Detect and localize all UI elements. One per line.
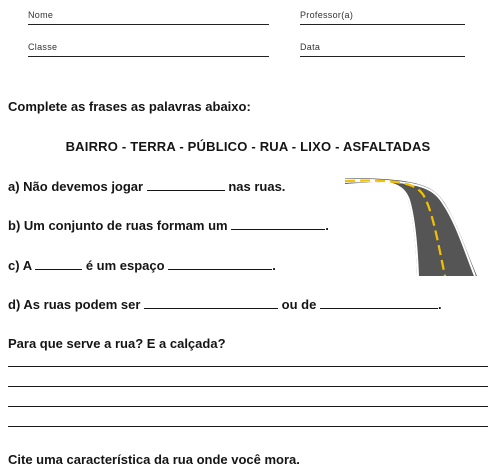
professor-field-line[interactable] — [300, 24, 465, 25]
road-asphalt — [345, 178, 477, 276]
question-c-after: . — [272, 258, 276, 273]
nome-field-line[interactable] — [28, 24, 269, 25]
professor-label: Professor(a) — [300, 10, 354, 20]
question-d-blank-1[interactable] — [144, 297, 278, 309]
question-caracteristica: Cite uma característica da rua onde você mora. — [8, 452, 300, 467]
question-a — [8, 179, 285, 194]
classe-field-line[interactable] — [28, 56, 269, 57]
data-label: Data — [300, 42, 321, 52]
question-c — [8, 258, 276, 273]
nome-label: Nome — [28, 10, 54, 20]
road-left-edge — [345, 181, 418, 276]
question-d-after: . — [437, 297, 442, 312]
question-c-blank-1[interactable] — [35, 258, 82, 270]
question-rua: Para que serve a rua? E a calçada? — [8, 336, 226, 351]
data-field-line[interactable] — [300, 56, 465, 57]
answer-line-2[interactable] — [8, 386, 488, 387]
answer-line-3[interactable] — [8, 406, 488, 407]
question-b — [8, 218, 329, 233]
word-bank: BAIRRO - TERRA - PÚBLICO - RUA - LIXO - ASFALTADAS — [65, 139, 431, 154]
question-b-blank[interactable] — [231, 218, 325, 230]
question-a-before: a) Não devemos jogar — [8, 179, 147, 194]
question-c-before: c) A — [8, 258, 36, 273]
question-d — [8, 297, 442, 312]
question-c-middle: é um espaço — [82, 258, 169, 273]
question-a-after: nas ruas. — [224, 179, 286, 194]
road-illustration — [345, 178, 485, 276]
question-a-blank[interactable] — [147, 179, 225, 191]
instruction-text: Complete as frases as palavras abaixo: — [8, 99, 251, 114]
question-d-middle: ou de — [278, 297, 320, 312]
classe-label: Classe — [28, 42, 58, 52]
question-c-blank-2[interactable] — [168, 258, 272, 270]
answer-line-1[interactable] — [8, 366, 488, 367]
answer-line-4[interactable] — [8, 426, 488, 427]
question-b-after: . — [325, 218, 329, 233]
question-d-before: d) As ruas podem ser — [8, 297, 145, 312]
question-b-before: b) Um conjunto de ruas formam um — [8, 218, 232, 233]
question-d-blank-2[interactable] — [320, 297, 438, 309]
